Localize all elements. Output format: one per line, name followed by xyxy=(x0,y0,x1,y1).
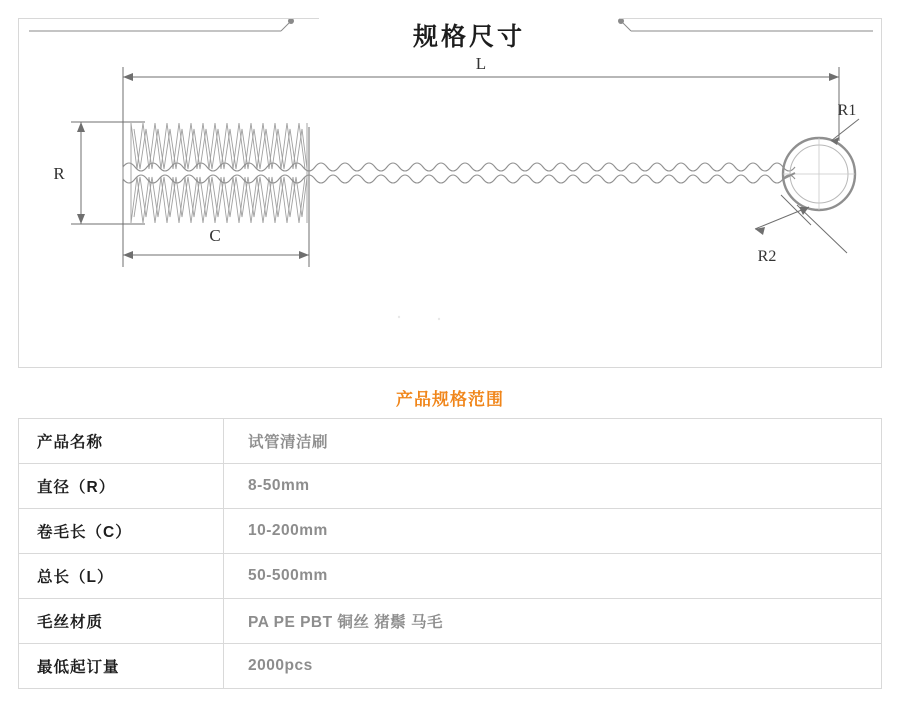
section-heading: 产品规格范围 xyxy=(396,390,504,409)
table-row xyxy=(19,599,882,644)
dimension-R xyxy=(71,122,145,224)
spec-key: 毛丝材质 xyxy=(19,599,224,644)
spec-table xyxy=(18,418,882,689)
spec-value: 50-500mm xyxy=(224,554,882,599)
dimension-R1 xyxy=(831,119,859,145)
spec-value: PA PE PBT 铜丝 猪鬃 马毛 xyxy=(224,599,882,644)
spec-value: 10-200mm xyxy=(224,509,882,554)
dimension-R2 xyxy=(755,195,847,253)
label-L: L xyxy=(475,54,487,73)
spec-value: 2000pcs xyxy=(224,644,882,689)
table-row xyxy=(19,419,882,464)
spec-key: 卷毛长（C） xyxy=(19,509,224,554)
brush-bristles xyxy=(131,123,307,223)
spec-key: 直径（R） xyxy=(19,464,224,509)
spec-key: 最低起订量 xyxy=(19,644,224,689)
table-row xyxy=(19,644,882,689)
table-row xyxy=(19,554,882,599)
spec-value: 试管清洁刷 xyxy=(224,419,882,464)
dimension-L xyxy=(123,67,839,169)
spec-key: 产品名称 xyxy=(19,419,224,464)
title-rule xyxy=(29,21,873,31)
spec-value: 8-50mm xyxy=(224,464,882,509)
diagram-title-text: 规格尺寸 xyxy=(412,23,525,51)
table-row xyxy=(19,464,882,509)
technical-drawing xyxy=(19,19,883,369)
wire-end-loop xyxy=(783,138,855,210)
label-C: C xyxy=(209,226,221,245)
label-R: R xyxy=(53,164,65,183)
label-R1: R1 xyxy=(837,102,857,119)
spec-key: 总长（L） xyxy=(19,554,224,599)
diagram-panel xyxy=(18,18,882,368)
label-R2: R2 xyxy=(757,248,777,265)
table-row xyxy=(19,509,882,554)
